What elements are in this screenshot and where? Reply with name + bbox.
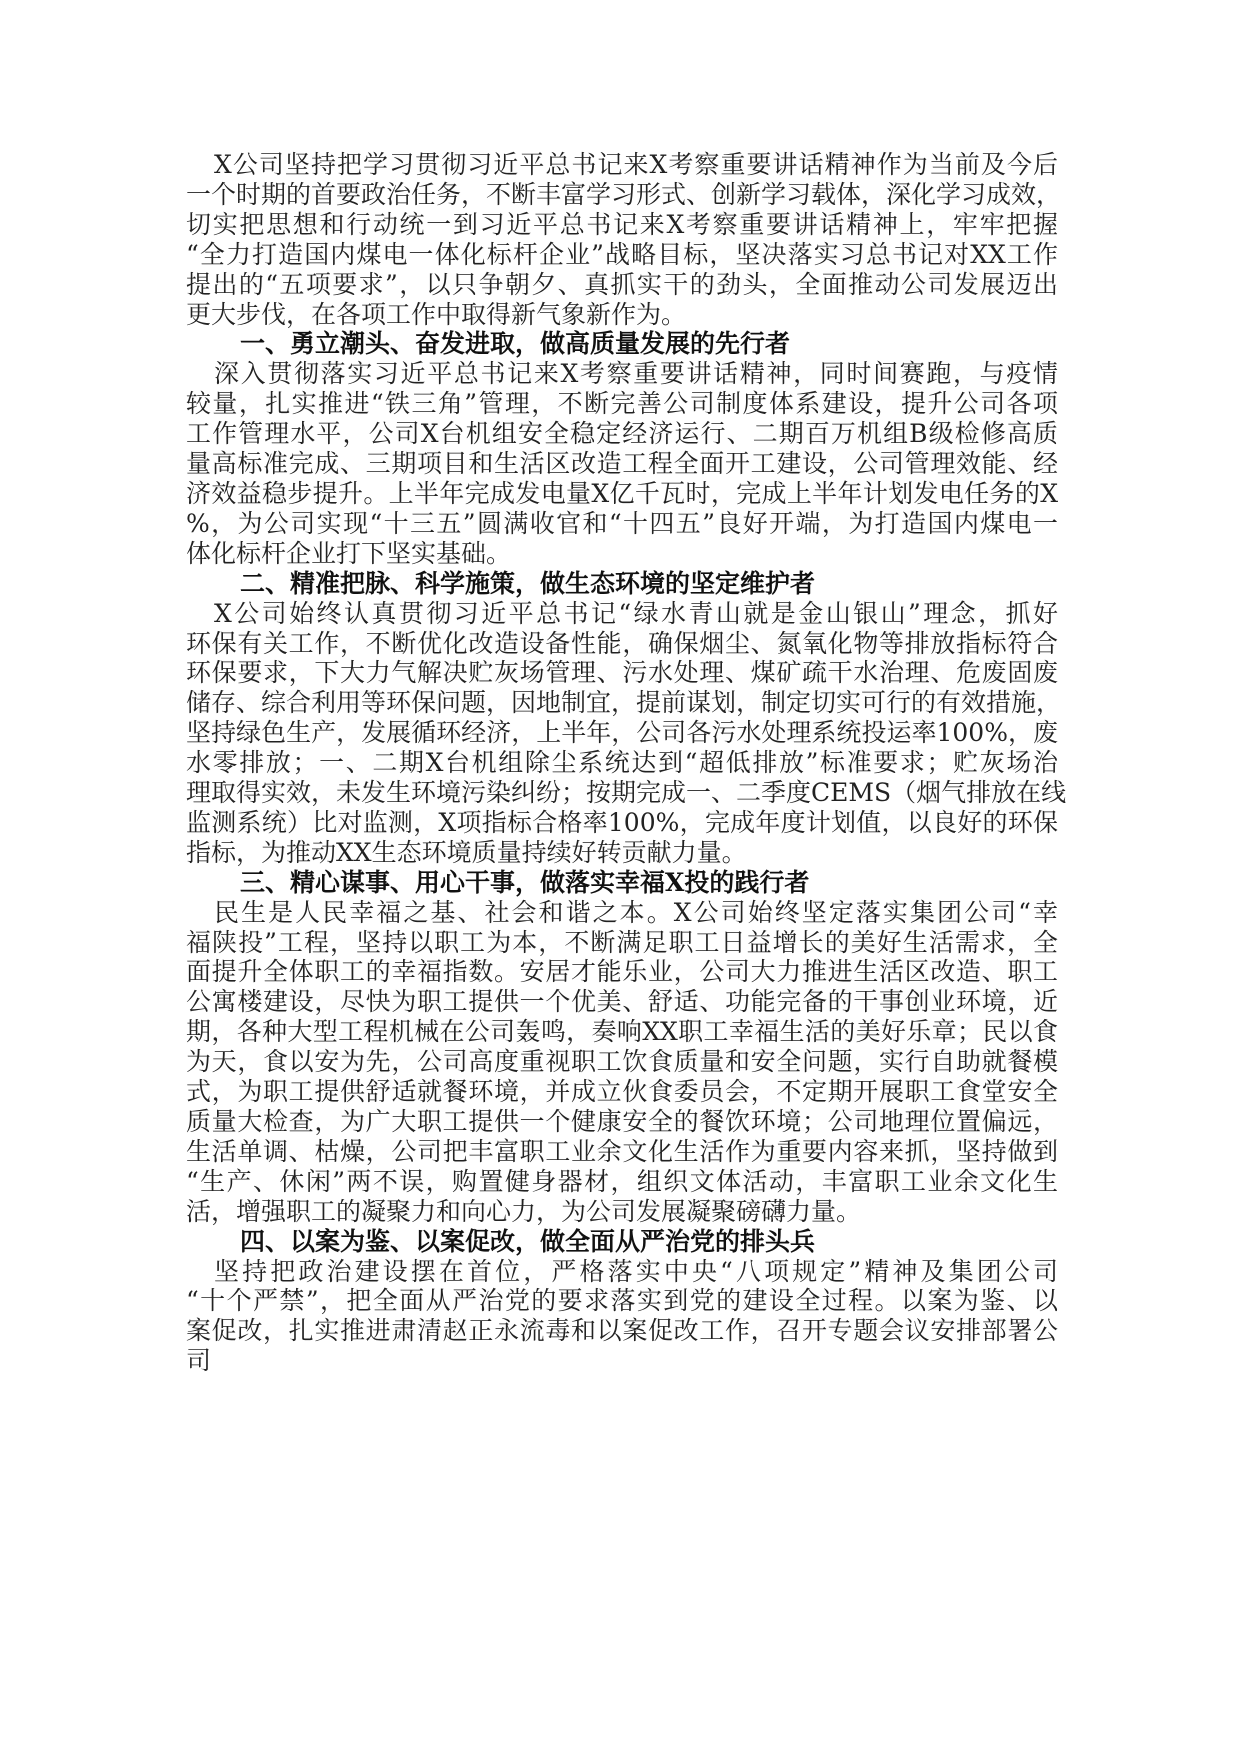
text-line: 一个时期的首要政治任务，不断丰富学习形式、创新学习载体，深化学习成效， (186, 179, 1062, 209)
text-line: %，为公司实现“十三五”圆满收官和“十四五”良好开端，为打造国内煤电一 (186, 508, 1058, 538)
paragraph (186, 150, 1062, 329)
paragraph (186, 1257, 1058, 1377)
text-line: 公寓楼建设，尽快为职工提供一个优美、舒适、功能完备的干事创业环境，近 (186, 987, 1058, 1017)
paragraph (186, 598, 1067, 868)
text-line: 生活单调、枯燥，公司把丰富职工业余文化生活作为重要内容来抓，坚持做到 (186, 1136, 1058, 1166)
text-line: 深入贯彻落实习近平总书记来X考察重要讲话精神，同时间赛跑，与疫情 (214, 359, 1058, 389)
text-line: 坚持把政治建设摆在首位，严格落实中央“八项规定”精神及集团公司 (214, 1256, 1058, 1286)
text-line: 水零排放；一、二期X台机组除尘系统达到“超低排放”标准要求；贮灰场治 (186, 748, 1058, 778)
text-line: 为天，食以安为先，公司高度重视职工饮食质量和安全问题，实行自助就餐模 (186, 1047, 1058, 1077)
text-line: 三、精心谋事、用心干事，做落实幸福X投的践行者 (240, 867, 810, 897)
text-line: 式，为职工提供舒适就餐环境，并成立伙食委员会，不定期开展职工食堂安全 (186, 1077, 1058, 1107)
text-line: 一、勇立潮头、奋发进取，做高质量发展的先行者 (240, 329, 791, 359)
text-line: 工作管理水平，公司X台机组安全稳定经济运行、二期百万机组B级检修高质 (186, 419, 1058, 449)
text-line: 活，增强职工的凝聚力和向心力，为公司发展凝聚磅礴力量。 (186, 1196, 862, 1226)
text-line: 济效益稳步提升。上半年完成发电量X亿千瓦时，完成上半年计划发电任务的X (186, 478, 1058, 508)
text-line: 案促改，扎实推进肃清赵正永流毒和以案促改工作，召开专题会议安排部署公 (186, 1316, 1058, 1346)
text-line: 环保要求，下大力气解决贮灰场管理、污水处理、煤矿疏干水治理、危废固废 (186, 658, 1058, 688)
section-heading (186, 569, 1058, 599)
section-heading (186, 868, 1058, 898)
text-line: 储存、综合利用等环保问题，因地制宜，提前谋划，制定切实可行的有效措施， (186, 688, 1062, 718)
text-line: 监测系统）比对监测，X项指标合格率100%，完成年度计划值，以良好的环保 (186, 807, 1058, 837)
text-line: 司 (186, 1346, 212, 1376)
text-line: 福陕投”工程，坚持以职工为本，不断满足职工日益增长的美好生活需求，全 (186, 927, 1058, 957)
document-body (186, 150, 1067, 1376)
text-line: 环保有关工作，不断优化改造设备性能，确保烟尘、氮氧化物等排放指标符合 (186, 628, 1058, 658)
text-line: 量高标准完成、三期项目和生活区改造工程全面开工建设，公司管理效能、经 (186, 449, 1058, 479)
paragraph (186, 898, 1058, 1227)
text-line: X公司始终认真贯彻习近平总书记“绿水青山就是金山银山”理念，抓好 (214, 598, 1058, 628)
text-line: 四、以案为鉴、以案促改，做全面从严治党的排头兵 (240, 1226, 816, 1256)
text-line: 民生是人民幸福之基、社会和谐之本。X公司始终坚定落实集团公司“幸 (214, 897, 1058, 927)
paragraph (186, 359, 1058, 568)
text-line: 理取得实效，未发生环境污染纠纷；按期完成一、二季度CEMS（烟气排放在线 (186, 778, 1067, 808)
text-line: 期，各种大型工程机械在公司轰鸣，奏响XX职工幸福生活的美好乐章；民以食 (186, 1017, 1058, 1047)
text-line: 二、精准把脉、科学施策，做生态环境的坚定维护者 (240, 568, 816, 598)
section-heading (186, 1227, 1058, 1257)
text-line: 质量大检查，为广大职工提供一个健康安全的餐饮环境；公司地理位置偏远， (186, 1107, 1058, 1136)
text-line: 体化标杆企业打下坚实基础。 (186, 538, 512, 568)
text-line: 提出的“五项要求”，以只争朝夕、真抓实干的劲头，全面推动公司发展迈出 (186, 269, 1058, 299)
text-line: “十个严禁”，把全面从严治党的要求落实到党的建设全过程。以案为鉴、以 (186, 1286, 1058, 1316)
text-line: 指标，为推动XX生态环境质量持续好转贡献力量。 (186, 837, 747, 867)
text-line: “全力打造国内煤电一体化标杆企业”战略目标，坚决落实习总书记对XX工作 (186, 239, 1058, 269)
text-line: “生产、休闲”两不误，购置健身器材，组织文体活动，丰富职工业余文化生 (186, 1166, 1058, 1196)
text-line: 面提升全体职工的幸福指数。安居才能乐业，公司大力推进生活区改造、职工 (186, 957, 1058, 987)
text-line: 较量，扎实推进“铁三角”管理，不断完善公司制度体系建设，提升公司各项 (186, 389, 1058, 419)
text-line: X公司坚持把学习贯彻习近平总书记来X考察重要讲话精神作为当前及今后 (214, 150, 1058, 179)
text-line: 更大步伐，在各项工作中取得新气象新作为。 (186, 299, 687, 329)
text-line: 坚持绿色生产，发展循环经济，上半年，公司各污水处理系统投运率100%，废 (186, 718, 1058, 748)
section-heading (186, 329, 1058, 359)
text-line: 切实把思想和行动统一到习近平总书记来X考察重要讲话精神上，牢牢把握 (186, 209, 1058, 239)
